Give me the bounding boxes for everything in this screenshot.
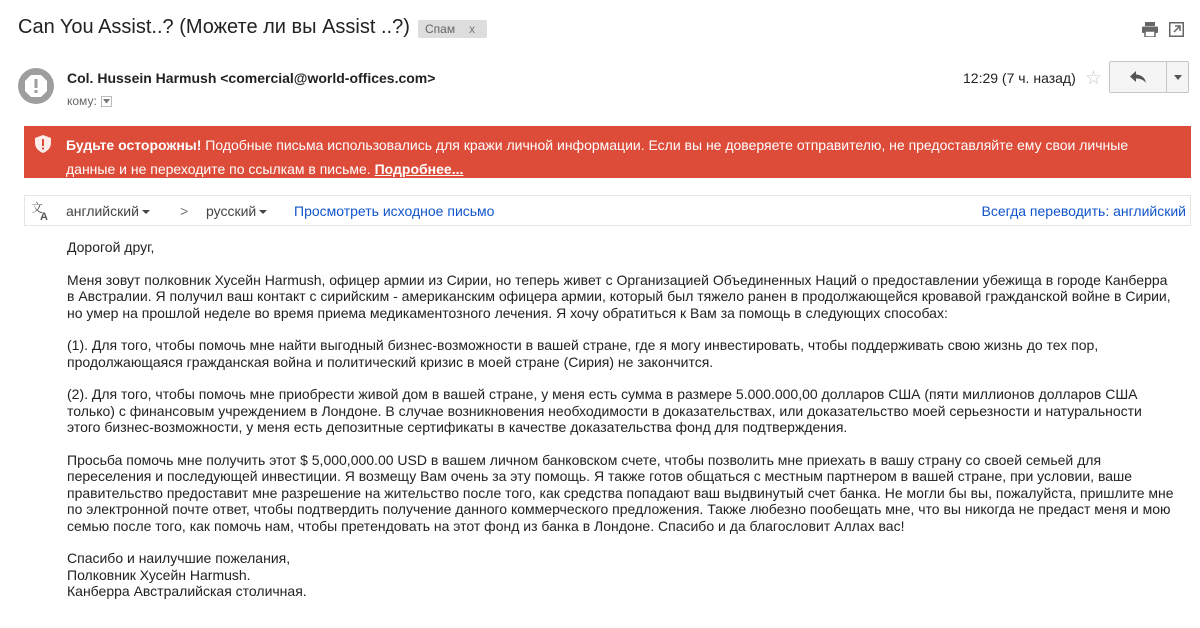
target-language-select[interactable]: [206, 203, 267, 219]
star-icon[interactable]: ☆: [1085, 68, 1103, 89]
shield-icon: [35, 135, 51, 156]
recipient-details-toggle[interactable]: [101, 96, 112, 107]
spam-label[interactable]: [418, 20, 487, 38]
warning-message: Подобные письма использовались для кражи личной информации. Если вы не доверяете отправителю, не предоставляйте ему свои личные данные и не переходите по ссылкам в письме.: [66, 137, 1129, 177]
remove-label-button[interactable]: x: [469, 22, 476, 36]
body-greeting: Дорогой друг,: [67, 239, 155, 255]
view-original-link[interactable]: Просмотреть исходное письмо: [294, 203, 495, 219]
body-paragraph: (2). Для того, чтобы помочь мне приобрести живой дом в вашей стране, у меня есть сумма в размере 5.000.000,00 долларов США (пяти миллионов долларов США только) с финансовым учреждением в Лондоне. В случае возникновения необходимости в доказательствах, или доказательство моей серьезности и натуральности этого бизнес-возможности, у меня есть депозитные сертификаты в качестве доказательства фонд для подтверждения.: [67, 386, 1142, 435]
email-body: [67, 239, 1177, 600]
reply-button-group: [1109, 61, 1189, 93]
email-subject: Can You Assist..? (Можете ли вы Assist ..?): [18, 16, 410, 38]
warning-text: [66, 133, 1176, 181]
new-window-icon[interactable]: [1167, 20, 1185, 38]
source-language-label: английский: [66, 203, 139, 219]
more-actions-button[interactable]: [1167, 61, 1189, 93]
more-icon: [1174, 75, 1182, 80]
translate-icon: [30, 201, 50, 224]
to-label: кому:: [67, 94, 97, 108]
body-paragraph: Меня зовут полковник Хусейн Harmush, офицер армии из Сирии, но теперь живет с Организацией Объединенных Наций о предоставлении убежища в городе Канберра в Австралии. Я получил ваш контакт с сирийским - американским офицера армии, который был тяжело ранен в продолжающейся кровавой гражданской войне в Сирии, но умер на прошлой неделе во время приема медикаментозного лечения. Я хочу обратиться к Вам за помощь в следующих способах:: [67, 271, 1171, 321]
chevron-down-icon: [103, 99, 110, 104]
exclamation-icon: [24, 74, 48, 98]
caret-down-icon: [259, 210, 267, 214]
email-timestamp: 12:29 (7 ч. назад): [963, 70, 1076, 86]
always-translate-link[interactable]: Всегда переводить: английский: [981, 203, 1186, 219]
spam-label-text: Спам: [425, 22, 456, 36]
warning-more-link[interactable]: Подробнее...: [374, 161, 464, 177]
svg-text:文: 文: [31, 201, 44, 215]
reply-icon: [1130, 71, 1146, 83]
target-language-label: русский: [206, 203, 257, 219]
source-language-select[interactable]: [66, 203, 150, 219]
body-paragraph: Просьба помочь мне получить этот $ 5,000,000.00 USD в вашем личном банковском счете, чтобы позволить мне приехать в вашу страну со своей семьей для переселения и последующей инвестиции. Я возмещу Вам очень за эту помощь. Я также готов общаться с местным партнером в вашей стране, при условии, ваше правительство предоставит мне разрешение на жительство после того, как средства попадают ваш выдвинутый счет банка. Не могли бы вы, пожалуйста, пришлите мне по электронной почте ответ, чтобы подтвердить получение данного коммерческого предложения. Также любезно пообещать мне, что вы никогда не предаст меня и мою семью после того, как помочь нам, чтобы претендовать на этот фонд из банка в Лондоне. Спасибо и да благословит Аллах вас!: [67, 451, 1174, 534]
signature-line: Полковник Хусейн Harmush.: [67, 566, 251, 583]
language-arrow: >: [180, 203, 189, 219]
recipient-line: [67, 94, 112, 108]
caret-down-icon: [142, 210, 150, 214]
body-paragraph: (1). Для того, чтобы помочь мне найти выгодный бизнес-возможности в вашей стране, где я могу инвестировать, чтобы поддерживать свою жизнь до тех пор, продолжающаяся гражданская война и политический кризис в моей стране (Сирия) не закончится.: [67, 337, 1099, 370]
reply-button[interactable]: [1109, 61, 1167, 93]
signature-line: Спасибо и наилучшие пожелания,: [67, 550, 291, 566]
warning-title: Будьте осторожны!: [66, 137, 202, 153]
translation-bar: [24, 195, 1191, 226]
svg-text:A: A: [40, 211, 48, 221]
sender-avatar: [18, 68, 54, 104]
phishing-warning-banner: [24, 126, 1191, 178]
signature-line: Канберра Австралийская столичная.: [67, 583, 307, 599]
sender-name[interactable]: Col. Hussein Harmush <comercial@world-offices.com>: [67, 70, 436, 86]
print-icon[interactable]: [1141, 20, 1159, 38]
